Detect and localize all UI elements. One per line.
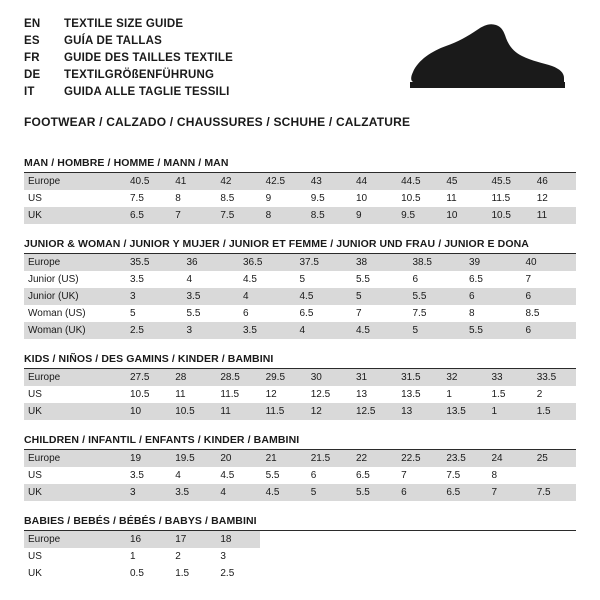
cell-empty — [395, 531, 440, 548]
cell: 30 — [305, 369, 350, 386]
cell: 33.5 — [531, 369, 576, 386]
cell: 36.5 — [237, 254, 294, 271]
cell: 41 — [169, 173, 214, 190]
cell: 12 — [260, 386, 305, 403]
cell: 12.5 — [350, 403, 395, 420]
table-row — [24, 403, 576, 420]
cell: 4 — [237, 288, 294, 305]
cell: 9 — [350, 207, 395, 224]
dress-shoe-icon — [380, 18, 570, 98]
cell-empty — [486, 565, 531, 582]
cell: 4.5 — [294, 288, 351, 305]
language-code-de: DE — [24, 69, 41, 81]
row-label: Junior (UK) — [24, 288, 124, 305]
language-code-es: ES — [24, 35, 40, 47]
cell: 8.5 — [520, 305, 577, 322]
cell: 1.5 — [169, 565, 214, 582]
cell: 8 — [486, 467, 531, 484]
language-code-en: EN — [24, 18, 41, 30]
cell: 42.5 — [260, 173, 305, 190]
cell: 38.5 — [407, 254, 464, 271]
cell: 11.5 — [260, 403, 305, 420]
cell-empty — [305, 565, 350, 582]
language-title-de: TEXTILGRÖßENFÜHRUNG — [64, 69, 215, 81]
cell: 40.5 — [124, 173, 169, 190]
cell: 6 — [520, 288, 577, 305]
row-label: UK — [24, 484, 124, 501]
cell: 22 — [350, 450, 395, 467]
cell: 3 — [124, 484, 169, 501]
cell: 4.5 — [350, 322, 407, 339]
section-title-junior-woman: JUNIOR & WOMAN / JUNIOR Y MUJER / JUNIOR ET FEMME / JUNIOR UND FRAU / JUNIOR E DONA — [24, 238, 576, 254]
cell: 45 — [440, 173, 485, 190]
cell: 3 — [181, 322, 238, 339]
cell: 10.5 — [124, 386, 169, 403]
cell: 44 — [350, 173, 395, 190]
table-row — [24, 322, 576, 339]
cell-empty — [260, 565, 305, 582]
cell-empty — [486, 548, 531, 565]
cell: 28 — [169, 369, 214, 386]
cell: 4.5 — [237, 271, 294, 288]
cell: 1 — [486, 403, 531, 420]
cell: 3.5 — [181, 288, 238, 305]
row-label: Europe — [24, 173, 124, 190]
cell: 9.5 — [395, 207, 440, 224]
cell-empty — [260, 531, 305, 548]
cell: 8 — [169, 190, 214, 207]
cell: 33 — [486, 369, 531, 386]
cell: 6.5 — [294, 305, 351, 322]
cell: 9 — [260, 190, 305, 207]
cell: 23.5 — [440, 450, 485, 467]
cell: 7 — [486, 484, 531, 501]
cell-empty — [440, 565, 485, 582]
cell: 43 — [305, 173, 350, 190]
cell-empty — [395, 565, 440, 582]
section-title-babies: BABIES / BEBÉS / BÉBÉS / BABYS / BAMBINI — [24, 515, 576, 531]
cell: 2.5 — [124, 322, 181, 339]
cell: 12.5 — [305, 386, 350, 403]
cell: 5.5 — [407, 288, 464, 305]
cell: 16 — [124, 531, 169, 548]
cell: 46 — [531, 173, 576, 190]
cell: 19.5 — [169, 450, 214, 467]
cell: 42 — [214, 173, 259, 190]
section-man — [24, 157, 576, 224]
section-title-man: MAN / HOMBRE / HOMME / MANN / MAN — [24, 157, 576, 173]
cell: 21.5 — [305, 450, 350, 467]
cell: 5 — [407, 322, 464, 339]
cell: 6 — [395, 484, 440, 501]
cell: 28.5 — [214, 369, 259, 386]
cell: 10.5 — [395, 190, 440, 207]
cell: 5 — [294, 271, 351, 288]
row-label: Europe — [24, 450, 124, 467]
cell: 0.5 — [124, 565, 169, 582]
cell: 4 — [294, 322, 351, 339]
table-children — [24, 450, 576, 501]
section-junior-woman — [24, 238, 576, 339]
cell: 5 — [350, 288, 407, 305]
cell: 7.5 — [531, 484, 576, 501]
language-code-fr: FR — [24, 52, 40, 64]
cell: 11.5 — [486, 190, 531, 207]
row-label: US — [24, 467, 124, 484]
cell: 27.5 — [124, 369, 169, 386]
cell: 12 — [531, 190, 576, 207]
table-row — [24, 369, 576, 386]
cell: 7 — [169, 207, 214, 224]
cell: 7.5 — [407, 305, 464, 322]
cell: 5.5 — [260, 467, 305, 484]
cell: 7.5 — [124, 190, 169, 207]
language-title-it: GUIDA ALLE TAGLIE TESSILI — [64, 86, 230, 98]
section-babies — [24, 515, 576, 582]
cell: 6 — [520, 322, 577, 339]
cell: 2 — [531, 386, 576, 403]
cell: 25 — [531, 450, 576, 467]
cell: 8.5 — [305, 207, 350, 224]
cell-empty — [440, 548, 485, 565]
cell: 6.5 — [440, 484, 485, 501]
cell: 8.5 — [214, 190, 259, 207]
cell: 6 — [237, 305, 294, 322]
cell: 13 — [350, 386, 395, 403]
cell: 4 — [214, 484, 259, 501]
cell: 20 — [214, 450, 259, 467]
table-row — [24, 207, 576, 224]
row-label: Europe — [24, 531, 124, 548]
cell: 19 — [124, 450, 169, 467]
cell: 17 — [169, 531, 214, 548]
row-label: US — [24, 386, 124, 403]
section-title-kids: KIDS / NIÑOS / DES GAMINS / KINDER / BAMBINI — [24, 353, 576, 369]
cell: 13.5 — [440, 403, 485, 420]
cell: 38 — [350, 254, 407, 271]
cell: 6 — [407, 271, 464, 288]
cell-empty — [440, 531, 485, 548]
cell: 36 — [181, 254, 238, 271]
cell: 2.5 — [214, 565, 259, 582]
cell-empty — [260, 548, 305, 565]
row-label: UK — [24, 207, 124, 224]
cell — [531, 467, 576, 484]
cell: 6 — [463, 288, 520, 305]
cell: 11 — [169, 386, 214, 403]
cell: 37.5 — [294, 254, 351, 271]
row-label: UK — [24, 565, 124, 582]
cell: 4 — [181, 271, 238, 288]
cell: 9.5 — [305, 190, 350, 207]
cell: 5 — [305, 484, 350, 501]
cell-empty — [350, 565, 395, 582]
cell: 3 — [124, 288, 181, 305]
table-babies — [24, 531, 576, 582]
table-kids — [24, 369, 576, 420]
cell: 32 — [440, 369, 485, 386]
cell-empty — [305, 531, 350, 548]
cell: 7 — [395, 467, 440, 484]
row-label: Europe — [24, 254, 124, 271]
table-row — [24, 288, 576, 305]
cell-empty — [531, 531, 576, 548]
language-title-es: GUÍA DE TALLAS — [64, 35, 162, 47]
cell: 3.5 — [124, 271, 181, 288]
cell: 11 — [531, 207, 576, 224]
header — [0, 0, 600, 129]
cell-empty — [395, 548, 440, 565]
cell: 1 — [124, 548, 169, 565]
table-row — [24, 484, 576, 501]
cell: 35.5 — [124, 254, 181, 271]
cell: 6.5 — [463, 271, 520, 288]
table-man — [24, 173, 576, 224]
cell: 24 — [486, 450, 531, 467]
cell: 39 — [463, 254, 520, 271]
size-tables — [0, 157, 600, 582]
cell-empty — [305, 548, 350, 565]
cell: 5.5 — [350, 271, 407, 288]
cell: 5.5 — [350, 484, 395, 501]
cell-empty — [350, 531, 395, 548]
cell: 21 — [260, 450, 305, 467]
cell: 3 — [214, 548, 259, 565]
table-row — [24, 467, 576, 484]
cell: 1 — [440, 386, 485, 403]
cell: 4 — [169, 467, 214, 484]
cell-empty — [531, 565, 576, 582]
cell: 7.5 — [214, 207, 259, 224]
table-row — [24, 386, 576, 403]
cell: 45.5 — [486, 173, 531, 190]
cell: 5.5 — [181, 305, 238, 322]
table-row — [24, 531, 576, 548]
cell: 29.5 — [260, 369, 305, 386]
table-row — [24, 271, 576, 288]
section-kids — [24, 353, 576, 420]
language-title-en: TEXTILE SIZE GUIDE — [64, 18, 184, 30]
cell: 11 — [214, 403, 259, 420]
cell: 6 — [305, 467, 350, 484]
section-children — [24, 434, 576, 501]
table-row — [24, 190, 576, 207]
cell: 2 — [169, 548, 214, 565]
language-title-fr: GUIDE DES TAILLES TEXTILE — [64, 52, 233, 64]
cell: 7 — [520, 271, 577, 288]
cell: 5 — [124, 305, 181, 322]
cell: 6.5 — [124, 207, 169, 224]
table-row — [24, 254, 576, 271]
table-row — [24, 305, 576, 322]
cell: 22.5 — [395, 450, 440, 467]
cell: 10 — [124, 403, 169, 420]
cell: 40 — [520, 254, 577, 271]
cell: 6.5 — [350, 467, 395, 484]
section-title-children: CHILDREN / INFANTIL / ENFANTS / KINDER / BAMBINI — [24, 434, 576, 450]
table-row — [24, 173, 576, 190]
cell: 11 — [440, 190, 485, 207]
cell: 44.5 — [395, 173, 440, 190]
row-label: UK — [24, 403, 124, 420]
cell: 18 — [214, 531, 259, 548]
cell: 12 — [305, 403, 350, 420]
cell-empty — [350, 548, 395, 565]
cell: 7.5 — [440, 467, 485, 484]
cell: 10 — [350, 190, 395, 207]
row-label: Woman (UK) — [24, 322, 124, 339]
cell: 1.5 — [531, 403, 576, 420]
row-label: Europe — [24, 369, 124, 386]
category-line: FOOTWEAR / CALZADO / CHAUSSURES / SCHUHE / CALZATURE — [24, 115, 411, 129]
cell: 31.5 — [395, 369, 440, 386]
cell: 10 — [440, 207, 485, 224]
cell: 3.5 — [237, 322, 294, 339]
cell: 13 — [395, 403, 440, 420]
cell: 5.5 — [463, 322, 520, 339]
cell: 31 — [350, 369, 395, 386]
cell: 3.5 — [124, 467, 169, 484]
cell: 13.5 — [395, 386, 440, 403]
cell: 4.5 — [214, 467, 259, 484]
cell: 10.5 — [169, 403, 214, 420]
cell-empty — [486, 531, 531, 548]
cell: 1.5 — [486, 386, 531, 403]
table-junior-woman — [24, 254, 576, 339]
cell: 10.5 — [486, 207, 531, 224]
language-code-it: IT — [24, 86, 35, 98]
cell: 7 — [350, 305, 407, 322]
cell-empty — [531, 548, 576, 565]
row-label: Woman (US) — [24, 305, 124, 322]
cell: 4.5 — [260, 484, 305, 501]
row-label: US — [24, 548, 124, 565]
row-label: US — [24, 190, 124, 207]
cell: 8 — [463, 305, 520, 322]
table-row — [24, 450, 576, 467]
cell: 8 — [260, 207, 305, 224]
row-label: Junior (US) — [24, 271, 124, 288]
table-row — [24, 548, 576, 565]
table-row — [24, 565, 576, 582]
cell: 11.5 — [214, 386, 259, 403]
cell: 3.5 — [169, 484, 214, 501]
